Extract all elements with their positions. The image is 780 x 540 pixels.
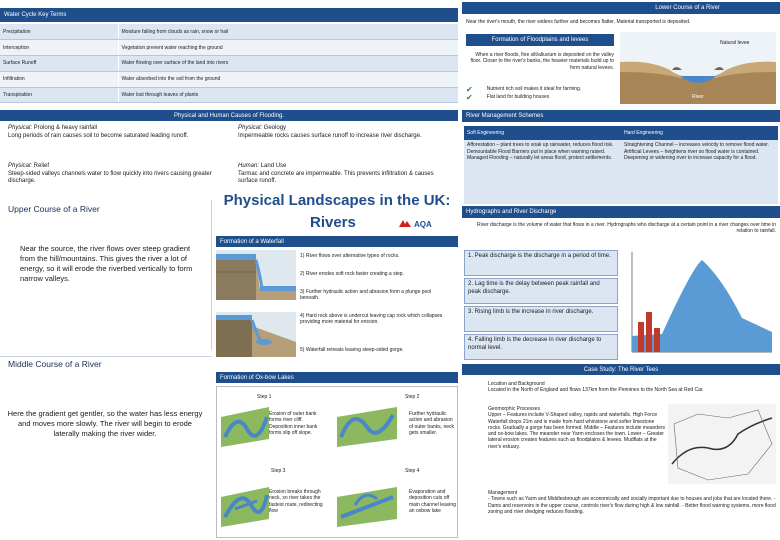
middle-course-panel bbox=[0, 356, 212, 540]
case-study-geo-text: Upper – Features include V-Shaped valley, rapids and waterfalls. High Force Waterfall drops 21m and is made from hard whinstone and softer limestone rocks. Gradually a gorge has been formed. Middle – Features include meanders and ox-bow lakes. The meander near Yarm encloses the town. Lower – Greater lateral erosion creates features such as floodplains & levees. Mudflats at the river's estuary. bbox=[488, 412, 666, 450]
oxbow-step2-diagram bbox=[337, 407, 397, 447]
oxbow-step1-text: Erosion of outer bank forms river cliff. Deposition inner bank forms slip off slope. bbox=[269, 411, 318, 436]
oxbow-step1-label: Step 1 bbox=[257, 394, 272, 400]
waterfall-diagram-bottom bbox=[216, 312, 296, 357]
management-title: River Management Schemes bbox=[466, 113, 544, 119]
key-term-definition: Water flowing over surface of the land into rivers bbox=[118, 56, 458, 72]
key-term-row bbox=[0, 71, 458, 87]
upper-course-text: Near the source, the river flows over steep gradient from the hill/mountains. This gives the river a lot of energy, so it will erode the riverbed vertically to form narrow valleys. bbox=[20, 244, 193, 284]
oxbow-step3-label: Step 3 bbox=[271, 468, 286, 474]
waterfall-step-4: 4) Hard rock above is undercut leaving cap rock which collapses providing more material for erosion. bbox=[300, 313, 443, 326]
hard-engineering-title: Hard Engineering bbox=[621, 126, 778, 140]
case-study-mgmt-text: - Towns such as Yarm and Middlesbrough are economically and socially important due to houses and jobs that are located there. - Dams and reservoirs in the upper course, controls river's flow during high & low rainfall. - Better flood warning systems, more flood zoning and river dredging reduces flooding. bbox=[488, 496, 776, 515]
cause-relief-text: Steep-sided valleys channels water to flow quickly into rivers causing greater discharge. bbox=[8, 170, 212, 184]
key-term-definition: Water absorbed into the soil from the ground bbox=[118, 71, 458, 87]
oxbow-step3-text: Erosion breaks through neck, so river takes the fastest route, redirecting flow bbox=[269, 489, 323, 514]
soft-engineering-title: Soft Engineering bbox=[464, 126, 621, 140]
cause-relief bbox=[8, 163, 213, 186]
main-title-line1: Physical Landscapes in the UK: bbox=[223, 192, 451, 209]
upper-course-title: Upper Course of a River bbox=[8, 204, 100, 214]
cause-landuse-text: Tarmac and concrete are impermeable. This prevents infiltration & causes surface runoff. bbox=[238, 170, 434, 184]
oxbow-step4-diagram bbox=[337, 487, 397, 527]
key-terms-title: Water Cycle Key Terms bbox=[4, 12, 67, 18]
hydro-point-4: 4. Falling limb is the decrease in river discharge to normal level. bbox=[464, 334, 618, 360]
river-tees-map bbox=[668, 404, 776, 484]
key-terms-table bbox=[0, 24, 458, 103]
key-term-name: Transpiration bbox=[0, 87, 118, 103]
oxbow-header bbox=[216, 372, 458, 383]
aqa-logo-text: AQA bbox=[414, 219, 432, 229]
key-term-row bbox=[0, 24, 458, 40]
case-study-location bbox=[488, 381, 776, 394]
key-terms-header bbox=[0, 8, 458, 22]
case-study-header bbox=[462, 364, 780, 375]
cause-geology-label: Physical: bbox=[238, 125, 263, 131]
hydro-point-2: 2. Lag time is the delay between peak rainfall and peak discharge. bbox=[464, 278, 618, 304]
key-term-name: Precipitation bbox=[0, 24, 118, 40]
lower-course-header bbox=[462, 2, 780, 14]
case-study-geo-title: Geomorphic Processes bbox=[488, 406, 540, 412]
floodplains-tick-2-text: Flat land for building houses bbox=[486, 94, 550, 100]
waterfall-step-3: 3) Further hydraulic action and abrasion form a plunge pool beneath. bbox=[300, 289, 432, 302]
floodplains-header bbox=[466, 34, 614, 46]
hydrograph-diagram bbox=[622, 248, 776, 360]
case-study-location-text: Located in the North of England and flows 137km from the Pennines to the North Sea at Red Car. bbox=[488, 387, 704, 394]
key-term-name: Interception bbox=[0, 40, 118, 56]
cause-landuse-title: Land Use bbox=[259, 163, 287, 169]
floodplain-diagram bbox=[620, 32, 776, 104]
middle-course-text: Here the gradient get gentler, so the water has less energy and moves more slowly. The river will begin to erode laterally making the river wider. bbox=[7, 409, 203, 439]
causes-title: Physical and Human Causes of Flooding. bbox=[173, 112, 285, 119]
aqa-logo bbox=[398, 219, 432, 229]
floodplains-title: Formation of Floodplains and levees bbox=[491, 37, 589, 43]
floodplains-tick-1-text: Nutrient rich soil makes it ideal for farming. bbox=[486, 86, 582, 92]
key-term-name: Infiltration bbox=[0, 71, 118, 87]
cause-geology-title: Geology bbox=[262, 125, 287, 131]
upper-course-panel bbox=[0, 200, 212, 350]
oxbow-step4-text: Evaporation and deposition cuts off main channel leaving an oxbow lake bbox=[409, 489, 456, 514]
key-term-name: Surface Runoff bbox=[0, 56, 118, 72]
cause-rainfall-text: Long periods of rain causes soil to become saturated leading runoff. bbox=[8, 132, 189, 139]
hydro-intro: River discharge is the volume of water that flows in a river. Hydrographs who discharge at a certain point in a river changes over time in relation to rainfall. bbox=[476, 222, 776, 235]
causes-header bbox=[0, 110, 458, 121]
oxbow-step3-diagram bbox=[221, 487, 269, 527]
floodplain-label-levee: Natural levee bbox=[720, 40, 750, 46]
case-study-management bbox=[488, 490, 776, 515]
hydro-point-3: 3. Rising limb is the increase in river discharge. bbox=[464, 306, 618, 332]
main-title-line2: Rivers bbox=[310, 214, 356, 231]
management-header bbox=[462, 110, 780, 122]
key-term-row bbox=[0, 56, 458, 72]
waterfall-diagram-top bbox=[216, 250, 296, 300]
waterfall-step-5: 5) Waterfall retreats leaving steep-sided gorge. bbox=[300, 347, 404, 353]
soft-engineering-text: Afforestation – plant trees to soak up rainwater, reduces flood risk. Demountable Flood Barriers put in place when warning raised. Managed Flooding – naturally let areas flood, protect settlements. bbox=[464, 140, 621, 204]
oxbow-step2-text: Further hydraulic action and abrasion of outer banks, neck gets smaller. bbox=[409, 411, 455, 436]
oxbow-step1-diagram bbox=[221, 407, 269, 447]
cause-geology bbox=[238, 125, 448, 140]
cause-rainfall-label: Physical: bbox=[8, 125, 33, 131]
key-term-row bbox=[0, 40, 458, 56]
middle-course-title: Middle Course of a River bbox=[8, 359, 102, 369]
cause-landuse bbox=[238, 163, 450, 186]
oxbow-step4-label: Step 4 bbox=[405, 468, 420, 474]
floodplains-tick-2 bbox=[466, 94, 614, 102]
cause-rainfall bbox=[8, 125, 213, 140]
cause-relief-title: Relief bbox=[32, 163, 50, 169]
case-study-title: Case Study: The River Tees bbox=[583, 366, 659, 373]
floodplains-tick-1 bbox=[466, 86, 614, 94]
floodplains-text: When a river floods, fine silt/alluvium is deposited on the valley floor. Closer to the river's banks, the heavier materials build up to form natural levees. bbox=[470, 52, 614, 71]
cause-rainfall-title: Prolong & heavy rainfall bbox=[32, 125, 98, 131]
case-study-geomorphic bbox=[488, 406, 666, 450]
floodplain-label-river: River bbox=[692, 94, 704, 100]
lower-course-title: Lower Course of a River bbox=[655, 5, 720, 11]
tick-icon: ✔ bbox=[466, 93, 473, 102]
hydro-title: Hydrographs and River Discharge bbox=[466, 209, 557, 215]
key-term-row bbox=[0, 87, 458, 103]
key-term-definition: Moisture falling from clouds as rain, snow or hail bbox=[118, 24, 458, 40]
waterfall-header bbox=[216, 236, 458, 247]
hydro-point-1: 1. Peak discharge is the discharge in a period of time. bbox=[464, 250, 618, 276]
oxbow-step2-label: Step 2 bbox=[405, 394, 420, 400]
cause-landuse-label: Human: bbox=[238, 163, 260, 169]
waterfall-step-2: 2) River erodes soft rock faster creating a step. bbox=[300, 271, 404, 277]
tick-icon: ✔ bbox=[466, 85, 473, 94]
case-study-location-title: Location and Background bbox=[488, 381, 545, 387]
case-study-mgmt-title: Management bbox=[488, 490, 518, 496]
oxbow-title: Formation of Ox-bow Lakes bbox=[220, 374, 294, 381]
management-table bbox=[464, 126, 778, 204]
key-term-definition: Vegetation prevent water reaching the ground bbox=[118, 40, 458, 56]
waterfall-step-1: 1) River flows over alternative types of rocks. bbox=[300, 253, 400, 259]
waterfall-title: Formation of a Waterfall bbox=[220, 238, 284, 245]
cause-relief-label: Physical: bbox=[8, 163, 33, 169]
cause-geology-text: Impermeable rocks causes surface runoff to increase river discharge. bbox=[238, 132, 422, 139]
hard-engineering-text: Straightening Channel – increases velocity to remove flood water. Artificial Levees – heightens river so flood water is contained. Deepening or widening river to increase capacity for a flood. bbox=[621, 140, 778, 204]
lower-course-text: Near the river's mouth, the river widens further and becomes flatter. Material transported is deposited. bbox=[466, 19, 691, 25]
hydro-header bbox=[462, 206, 780, 218]
aqa-logo-mark bbox=[398, 219, 412, 229]
oxbow-panel bbox=[216, 386, 458, 538]
key-term-definition: Water lost through leaves of plants bbox=[118, 87, 458, 103]
main-title bbox=[216, 192, 458, 209]
